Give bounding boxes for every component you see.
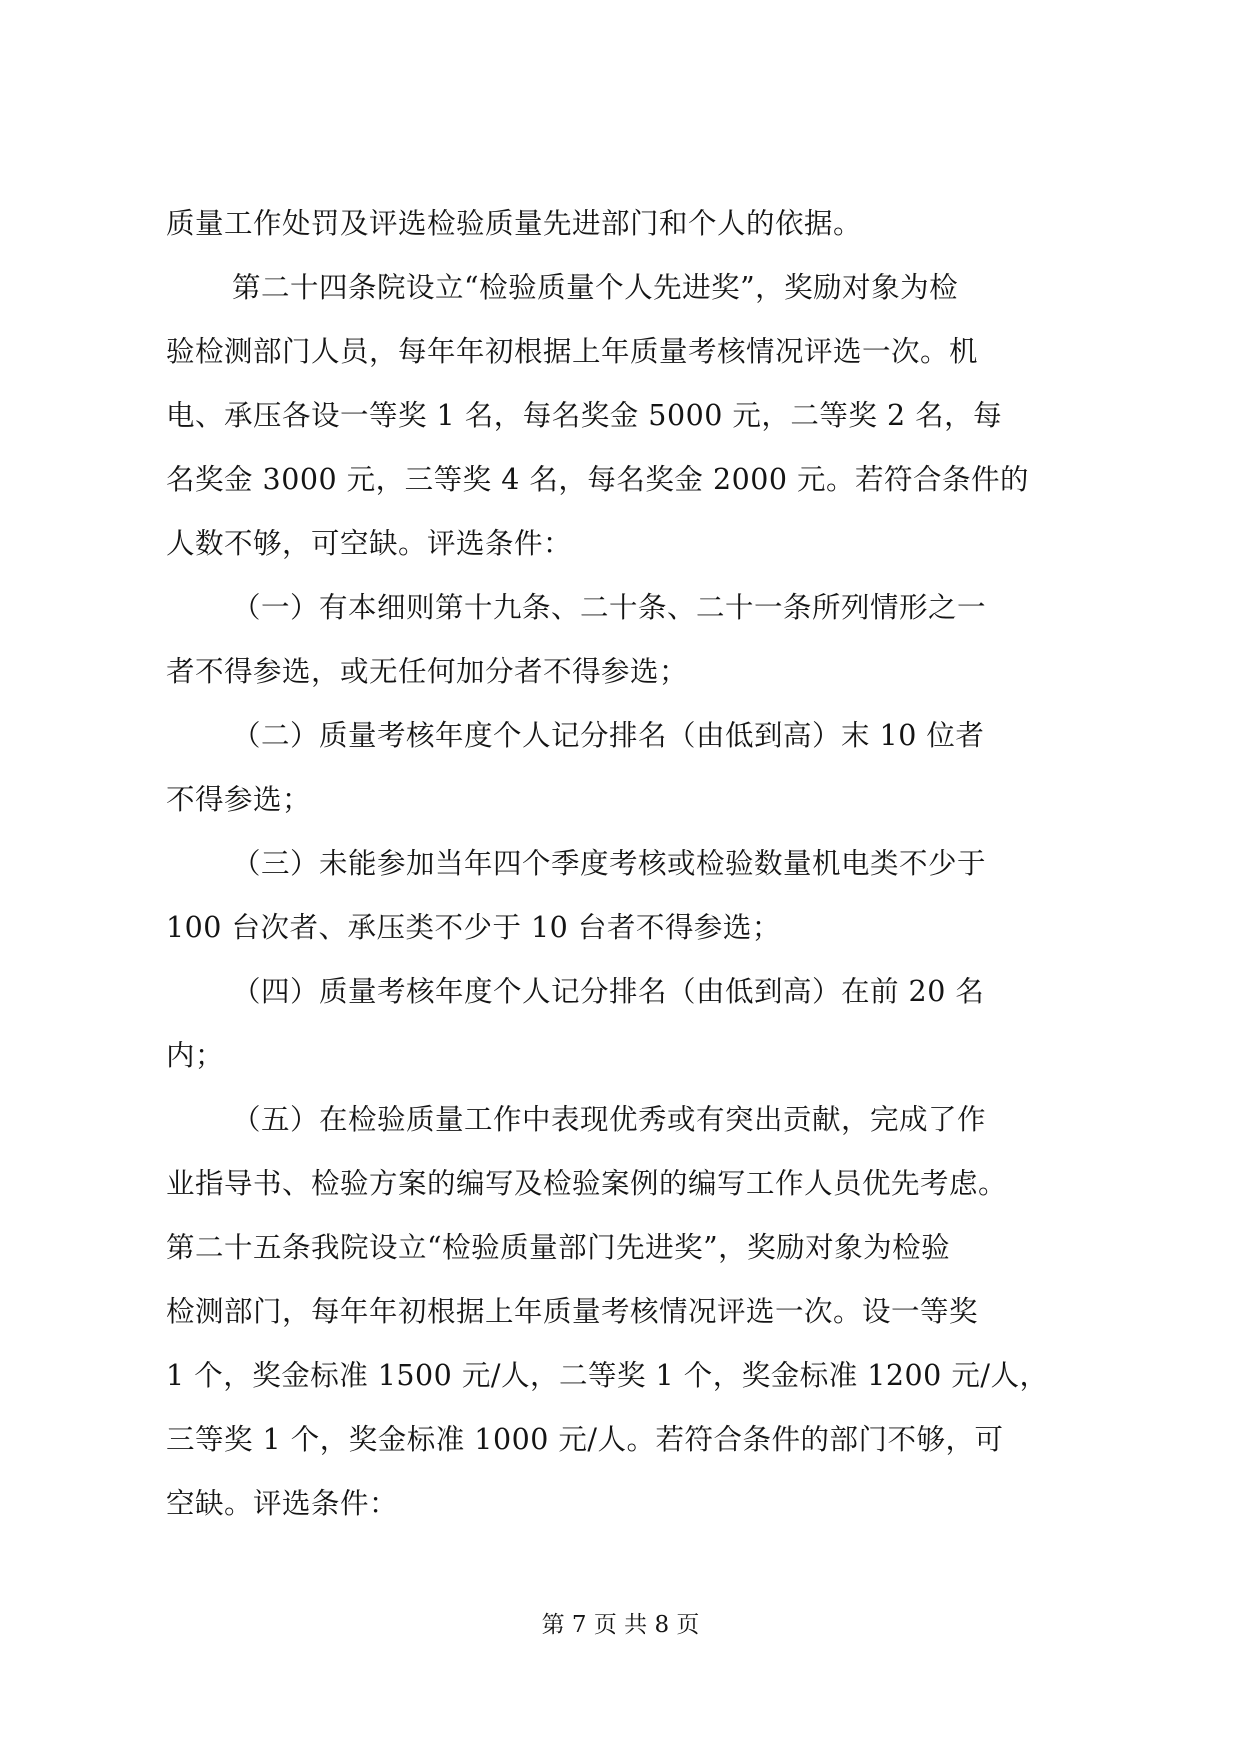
body-line: 者不得参选，或无任何加分者不得参选； bbox=[166, 655, 689, 688]
body-line: （一）有本细则第十九条、二十条、二十一条所列情形之一 bbox=[232, 591, 987, 624]
body-line: （四）质量考核年度个人记分排名（由低到高）在前 20 名 bbox=[232, 975, 985, 1008]
body-line: （五）在检验质量工作中表现优秀或有突出贡献，完成了作 bbox=[232, 1103, 987, 1136]
body-line: 三等奖 1 个，奖金标准 1000 元/人。若符合条件的部门不够，可 bbox=[166, 1423, 1004, 1456]
body-line: 名奖金 3000 元，三等奖 4 名，每名奖金 2000 元。若符合条件的 bbox=[166, 463, 1030, 496]
body-line: （三）未能参加当年四个季度考核或检验数量机电类不少于 bbox=[232, 847, 987, 880]
body-line: 第二十五条我院设立“检验质量部门先进奖”，奖励对象为检验 bbox=[166, 1231, 951, 1264]
body-line: 检测部门，每年年初根据上年质量考核情况评选一次。设一等奖 bbox=[166, 1295, 979, 1328]
body-line: 内； bbox=[166, 1039, 225, 1072]
body-line: 100 台次者、承压类不少于 10 台者不得参选； bbox=[166, 911, 781, 944]
body-line: 业指导书、检验方案的编写及检验案例的编写工作人员优先考虑。 bbox=[166, 1167, 1008, 1200]
body-line: 1 个，奖金标准 1500 元/人，二等奖 1 个，奖金标准 1200 元/人， bbox=[166, 1359, 1049, 1392]
body-line: 电、承压各设一等奖 1 名，每名奖金 5000 元，二等奖 2 名，每 bbox=[166, 399, 1003, 432]
body-line: （二）质量考核年度个人记分排名（由低到高）末 10 位者 bbox=[232, 719, 985, 752]
page-number-footer: 第 7 页 共 8 页 bbox=[541, 1612, 700, 1638]
body-line: 验检测部门人员，每年年初根据上年质量考核情况评选一次。机 bbox=[166, 335, 979, 368]
body-line: 质量工作处罚及评选检验质量先进部门和个人的依据。 bbox=[166, 207, 863, 240]
body-line: 空缺。评选条件： bbox=[166, 1487, 399, 1520]
body-line: 第二十四条院设立“检验质量个人先进奖”，奖励对象为检 bbox=[232, 271, 959, 304]
body-line: 人数不够，可空缺。评选条件： bbox=[166, 527, 573, 560]
body-line: 不得参选； bbox=[166, 783, 312, 816]
